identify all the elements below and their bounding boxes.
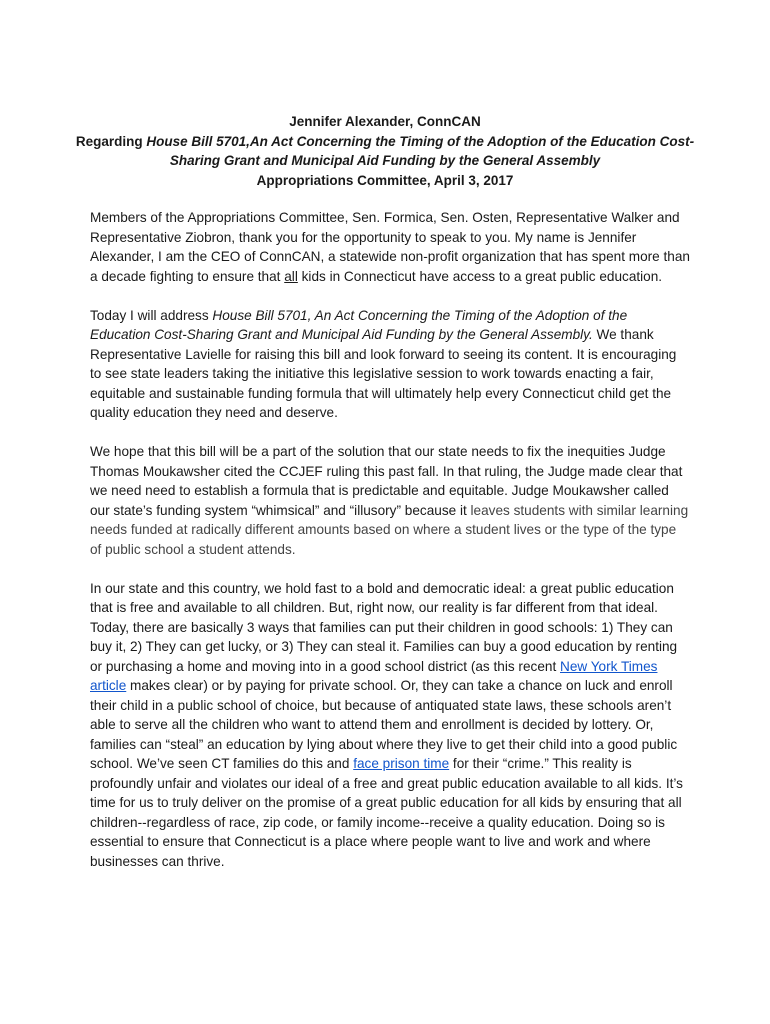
document-header: [60, 112, 710, 190]
p4-text-c: for their “crime.” This reality is profoundly unfair and violates our ideal of a free and great public education available to all kids. It’s time for us to truly deliver on the promise of a great public education for all kids by ensuring that all children--regardless of race, zip code, or family income--receive a quality education. Doing so is essential to ensure that Connecticut is a place where people want to live and work and where businesses can thrive.: [90, 756, 683, 869]
p2-text-a: Today I will address: [90, 307, 213, 323]
bill-title: House Bill 5701,An Act Concerning the Timing of the Adoption of the Education Cost-Sharing Grant and Municipal Aid Funding by the General Assembly: [146, 133, 695, 169]
regarding-prefix: Regarding: [75, 133, 147, 149]
author-line: Jennifer Alexander, ConnCAN: [289, 114, 481, 129]
face-prison-time-link[interactable]: face prison time: [353, 756, 450, 771]
p1-text-a: Members of the Appropriations Committee, Sen. Formica, Sen. Osten, Representative Walker and Representative Ziobron, thank you for the opportunity to speak to you. My name is Jennifer Alexander, I am the CEO of ConnCAN, a statewide non-profit organization that has spent more than a decade fighting to ensure that: [90, 210, 690, 284]
regarding-line: [60, 132, 710, 171]
p4-text-a: In our state and this country, we hold fast to a bold and democratic ideal: a great public education that is free and available to all children. But, right now, our reality is far different from that ideal. Today, there are basically 3 ways that families can put their children in good schools: 1) They can buy it, 2) They can get lucky, or 3) They can steal it. Families can buy a good education by renting or purchasing a home and moving into in a good school district (as this recent: [90, 580, 678, 674]
p1-emphasis-all: all: [284, 268, 298, 284]
nyt-article-link[interactable]: New York Times article: [90, 658, 658, 693]
paragraph-3: [90, 442, 690, 559]
p2-text-b: We thank Representative Lavielle for raising this bill and look forward to seeing its content. It is encouraging to see state leaders taking the initiative this legislative session to work towards enacting a fair, equitable and sustainable funding formula that will ultimately help every Connecticut child get the quality education they need and deserve.: [90, 327, 677, 420]
p1-text-b: kids in Connecticut have access to a great public education.: [297, 268, 663, 284]
paragraph-2: [90, 306, 690, 423]
p3-text-b: leaves students with similar learning needs funded at radically different amounts based on where a student lives or the type of the type of public school a student attends.: [90, 502, 689, 557]
p2-bill-name: House Bill 5701, An Act Concerning the Timing of the Adoption of the Education Cost-Sharing Grant and Municipal Aid Funding by the General Assembly.: [90, 307, 628, 342]
p3-text-a: We hope that this bill will be a part of the solution that our state needs to fix the inequities Judge Thomas Moukawsher cited the CCJEF ruling this past fall. In that ruling, the Judge made clear that we need need to establish a formula that is predictable and equitable. Judge Moukawsher called our state’s funding system “whimsical” and “illusory” because it: [90, 444, 683, 518]
p4-text-b: makes clear) or by paying for private school. Or, they can take a chance on luck and enroll their child in a public school of choice, but because of antiquated state laws, these schools aren’t able to serve all the children who want to attend them and enrollment is decided by lottery. Or, families can “steal” an education by lying about where they live to get their child into a good public school. We’ve seen CT families do this and: [90, 678, 678, 771]
paragraph-1: [90, 208, 690, 286]
paragraph-4: [90, 579, 690, 872]
committee-date-line: Appropriations Committee, April 3, 2017: [256, 172, 514, 188]
document-body: [90, 208, 690, 891]
